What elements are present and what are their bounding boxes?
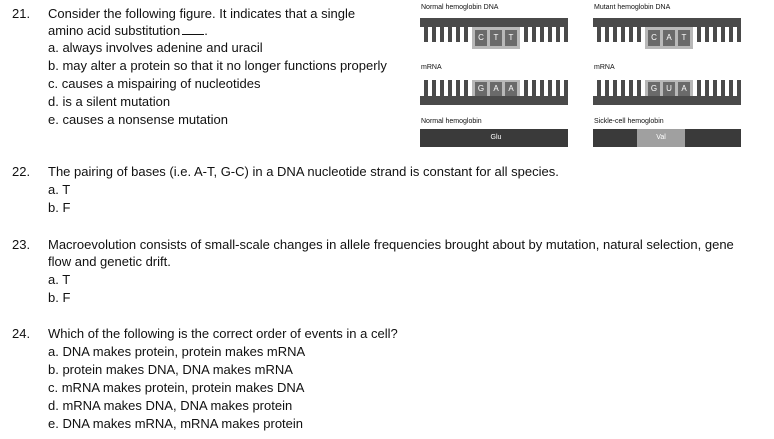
figure-mutant-hemoglobin bbox=[593, 4, 753, 154]
mrna-base: A bbox=[490, 82, 502, 96]
question-stem: The pairing of bases (i.e. A-T, G-C) in a DNA nucleotide strand is constant for all species. bbox=[48, 164, 559, 179]
mutant-mrna-codon bbox=[645, 82, 693, 98]
normal-protein-label: Normal hemoglobin bbox=[421, 118, 482, 125]
question-stem: Which of the following is the correct order of events in a cell? bbox=[48, 326, 398, 341]
question-number: 22. bbox=[12, 164, 31, 179]
answer-blank bbox=[182, 22, 204, 35]
figure-normal-hemoglobin bbox=[420, 4, 580, 154]
mutant-protein-label: Sickle-cell hemoglobin bbox=[594, 118, 664, 125]
dna-base: C bbox=[475, 30, 487, 46]
normal-mrna-label: mRNA bbox=[421, 64, 442, 71]
option-b: b. F bbox=[48, 200, 71, 215]
question-stem: Consider the following figure. It indicates that a single bbox=[48, 6, 356, 21]
option-d: d. is a silent mutation bbox=[48, 94, 171, 109]
mrna-base: A bbox=[678, 82, 690, 96]
question-stem-line2: flow and genetic drift. bbox=[48, 254, 171, 269]
mrna-base: U bbox=[663, 82, 675, 96]
mrna-base: G bbox=[475, 82, 487, 96]
question-number: 21. bbox=[12, 6, 31, 21]
mutant-amino-acid: Val bbox=[656, 134, 666, 141]
question-stem-line2: amino acid substitution . bbox=[48, 23, 208, 38]
option-e: e. causes a nonsense mutation bbox=[48, 112, 228, 127]
dna-base: T bbox=[490, 30, 502, 46]
option-b: b. F bbox=[48, 290, 71, 305]
mutant-mrna-label: mRNA bbox=[594, 64, 615, 71]
option-c: c. causes a mispairing of nucleotides bbox=[48, 76, 261, 91]
dna-base: T bbox=[678, 30, 690, 46]
option-a: a. always involves adenine and uracil bbox=[48, 40, 263, 55]
option-a: a. T bbox=[48, 272, 71, 287]
mutant-dna-label: Mutant hemoglobin DNA bbox=[594, 4, 671, 11]
mutant-dna-codon bbox=[645, 28, 693, 48]
normal-dna-label: Normal hemoglobin DNA bbox=[421, 4, 499, 11]
option-c: c. mRNA makes protein, protein makes DNA bbox=[48, 380, 305, 395]
option-e: e. DNA makes mRNA, mRNA makes protein bbox=[48, 416, 304, 431]
normal-mrna-codon bbox=[472, 82, 520, 98]
normal-dna-codon bbox=[472, 28, 520, 48]
option-b: b. protein makes DNA, DNA makes mRNA bbox=[48, 362, 293, 377]
option-a: a. T bbox=[48, 182, 71, 197]
question-stem: Macroevolution consists of small-scale changes in allele frequencies brought about by mutation, natural selection, gene bbox=[48, 237, 734, 252]
dna-base: C bbox=[648, 30, 660, 46]
mrna-base: A bbox=[505, 82, 517, 96]
question-number: 24. bbox=[12, 326, 31, 341]
question-number: 23. bbox=[12, 237, 31, 252]
option-d: d. mRNA makes DNA, DNA makes protein bbox=[48, 398, 293, 413]
dna-base: T bbox=[505, 30, 517, 46]
option-a: a. DNA makes protein, protein makes mRNA bbox=[48, 344, 306, 359]
mrna-base: G bbox=[648, 82, 660, 96]
normal-amino-acid: Glu bbox=[490, 134, 502, 141]
option-b: b. may alter a protein so that it no longer functions properly bbox=[48, 58, 387, 73]
dna-base: A bbox=[663, 30, 675, 46]
